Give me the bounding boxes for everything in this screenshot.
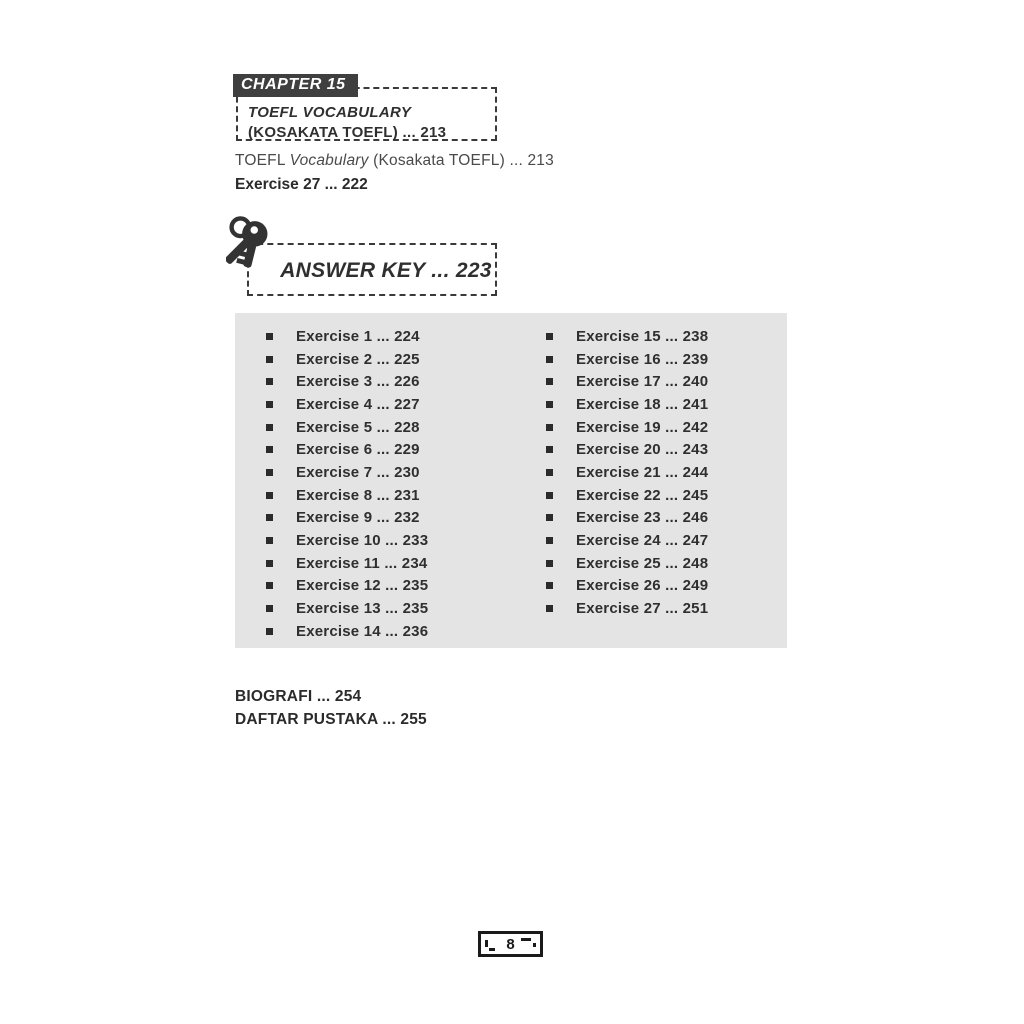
square-bullet-icon: [546, 401, 553, 408]
answer-key-item-label: Exercise 26 ... 249: [576, 577, 709, 595]
answer-key-item: [546, 575, 708, 598]
square-bullet-icon: [266, 605, 273, 612]
toc-line-exercise-27: Exercise 27 ... 222: [235, 176, 368, 193]
answer-key-item-label: Exercise 5 ... 228: [296, 418, 420, 436]
square-bullet-icon: [546, 469, 553, 476]
square-bullet-icon: [266, 537, 273, 544]
keys-icon: [226, 214, 288, 278]
answer-key-item: [546, 325, 708, 348]
square-bullet-icon: [546, 333, 553, 340]
answer-key-item: [266, 620, 428, 643]
answer-key-list-right: [546, 325, 708, 620]
answer-key-title: ANSWER KEY ... 223: [280, 259, 492, 282]
answer-key-item: [266, 461, 428, 484]
answer-key-item: [546, 461, 708, 484]
square-bullet-icon: [546, 514, 553, 521]
answer-key-item: [266, 393, 428, 416]
square-bullet-icon: [266, 333, 273, 340]
square-bullet-icon: [266, 628, 273, 635]
chapter-title-line1: TOEFL VOCABULARY: [248, 104, 412, 121]
answer-key-item-label: Exercise 22 ... 245: [576, 486, 709, 504]
answer-key-item: [266, 438, 428, 461]
answer-key-item-label: Exercise 21 ... 244: [576, 463, 709, 481]
square-bullet-icon: [546, 560, 553, 567]
square-bullet-icon: [266, 469, 273, 476]
answer-key-item-label: Exercise 1 ... 224: [296, 327, 420, 345]
toc-line-vocabulary: [235, 152, 554, 170]
answer-key-item-label: Exercise 15 ... 238: [576, 327, 709, 345]
answer-key-item: [266, 575, 428, 598]
square-bullet-icon: [266, 378, 273, 385]
answer-key-item: [546, 597, 708, 620]
square-bullet-icon: [266, 582, 273, 589]
toc-line-biografi: BIOGRAFI ... 254: [235, 688, 362, 705]
answer-key-item-label: Exercise 3 ... 226: [296, 373, 420, 391]
toc-vocab-suffix: (Kosakata TOEFL) ... 213: [368, 152, 554, 169]
toc-vocab-italic: Vocabulary: [289, 152, 369, 169]
answer-key-item-label: Exercise 25 ... 248: [576, 554, 709, 572]
toc-vocab-prefix: TOEFL: [235, 152, 290, 169]
answer-key-item: [546, 438, 708, 461]
answer-key-item-label: Exercise 17 ... 240: [576, 373, 709, 391]
square-bullet-icon: [546, 605, 553, 612]
answer-key-item-label: Exercise 14 ... 236: [296, 622, 429, 640]
answer-key-item: [266, 484, 428, 507]
square-bullet-icon: [546, 378, 553, 385]
answer-key-item: [546, 370, 708, 393]
answer-key-item: [546, 393, 708, 416]
answer-key-item: [546, 507, 708, 530]
answer-key-item: [266, 552, 428, 575]
answer-key-item: [266, 325, 428, 348]
answer-key-item: [266, 416, 428, 439]
answer-key-item: [266, 507, 428, 530]
answer-key-item-label: Exercise 10 ... 233: [296, 532, 429, 550]
answer-key-item: [266, 597, 428, 620]
answer-key-item-label: Exercise 13 ... 235: [296, 600, 429, 618]
answer-key-list-left: [266, 325, 428, 643]
answer-key-item-label: Exercise 11 ... 234: [296, 554, 428, 572]
square-bullet-icon: [266, 424, 273, 431]
square-bullet-icon: [546, 446, 553, 453]
answer-key-item: [546, 416, 708, 439]
square-bullet-icon: [266, 446, 273, 453]
square-bullet-icon: [266, 560, 273, 567]
answer-key-item-label: Exercise 4 ... 227: [296, 395, 420, 413]
square-bullet-icon: [266, 356, 273, 363]
square-bullet-icon: [546, 537, 553, 544]
square-bullet-icon: [546, 424, 553, 431]
answer-key-item: [266, 529, 428, 552]
answer-key-item: [546, 348, 708, 371]
answer-key-exercise-panel: [235, 313, 787, 648]
decorative-dash: [485, 940, 488, 947]
answer-key-item-label: Exercise 12 ... 235: [296, 577, 429, 595]
answer-key-item-label: Exercise 9 ... 232: [296, 509, 420, 527]
square-bullet-icon: [546, 356, 553, 363]
answer-key-item: [546, 484, 708, 507]
square-bullet-icon: [266, 401, 273, 408]
answer-key-item-label: Exercise 16 ... 239: [576, 350, 709, 368]
answer-key-item-label: Exercise 24 ... 247: [576, 532, 709, 550]
answer-key-item: [546, 552, 708, 575]
answer-key-item-label: Exercise 18 ... 241: [576, 395, 709, 413]
answer-key-item: [266, 370, 428, 393]
square-bullet-icon: [266, 514, 273, 521]
answer-key-item-label: Exercise 19 ... 242: [576, 418, 709, 436]
square-bullet-icon: [546, 582, 553, 589]
answer-key-item-label: Exercise 8 ... 231: [296, 486, 420, 504]
answer-key-item: [546, 529, 708, 552]
page-number-box: [478, 931, 543, 957]
answer-key-item-label: Exercise 7 ... 230: [296, 463, 420, 481]
square-bullet-icon: [546, 492, 553, 499]
answer-key-item-label: Exercise 6 ... 229: [296, 441, 420, 459]
chapter-title-line2: (KOSAKATA TOEFL) ... 213: [248, 124, 447, 141]
chapter-label: CHAPTER 15: [233, 74, 358, 97]
answer-key-item: [266, 348, 428, 371]
decorative-dash: [521, 938, 531, 941]
answer-key-item-label: Exercise 27 ... 251: [576, 600, 709, 618]
answer-key-item-label: Exercise 2 ... 225: [296, 350, 420, 368]
decorative-dash: [489, 948, 495, 951]
toc-line-daftar-pustaka: DAFTAR PUSTAKA ... 255: [235, 711, 427, 728]
decorative-dash: [533, 943, 536, 947]
page-number: 8: [506, 935, 515, 953]
answer-key-item-label: Exercise 20 ... 243: [576, 441, 709, 459]
square-bullet-icon: [266, 492, 273, 499]
answer-key-item-label: Exercise 23 ... 246: [576, 509, 709, 527]
